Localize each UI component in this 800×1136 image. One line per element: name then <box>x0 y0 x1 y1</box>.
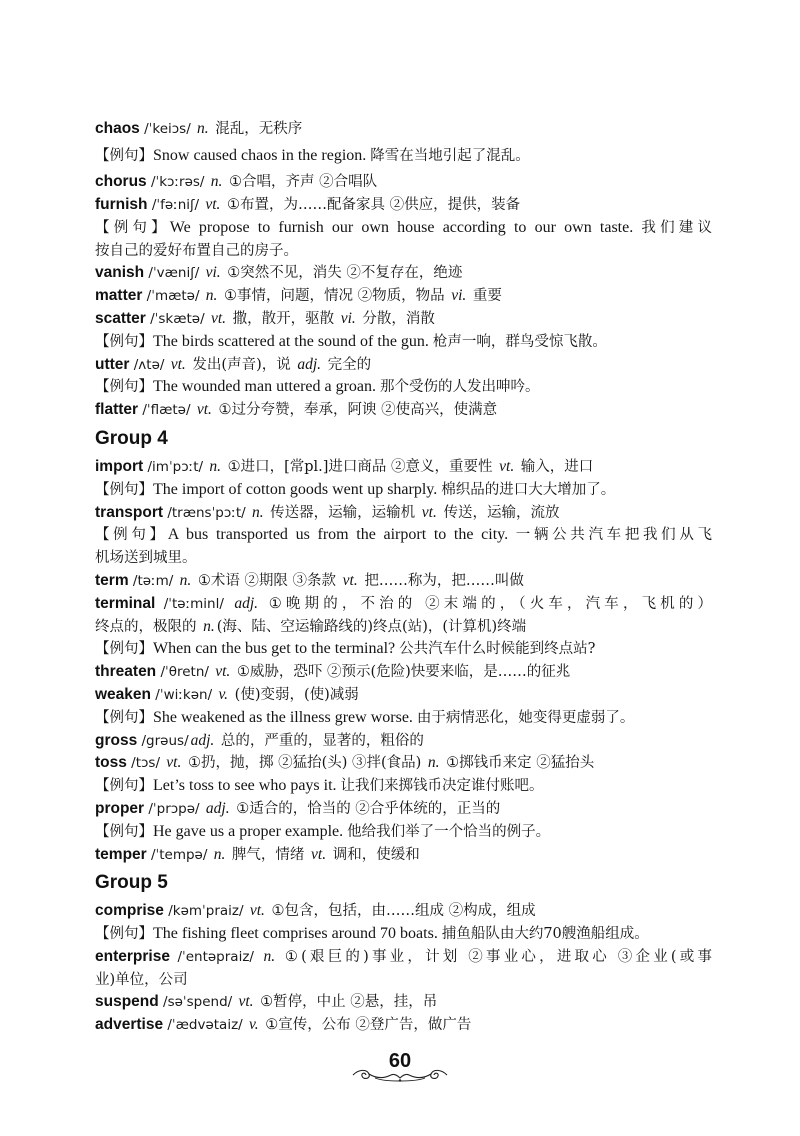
example-sentence: When can the bus get to the terminal? <box>153 640 400 658</box>
phonetic: /ˈentəpraiz/ <box>169 948 262 965</box>
phonetic: /kəmˈpraiz/ <box>163 903 248 920</box>
vocabulary-list <box>95 118 712 1037</box>
definition: (使)变弱，(使)减弱 <box>230 686 359 703</box>
entry-line <box>95 524 712 547</box>
part-of-speech: adj. <box>234 594 259 612</box>
definition: 混乱，无秩序 <box>210 120 303 137</box>
entry-line <box>95 730 712 753</box>
phonetic: /ˈprɔpə/ <box>144 800 204 817</box>
entry-line <box>95 570 712 593</box>
definition: 总的，严重的，显著的，粗俗的 <box>216 732 424 749</box>
headword: utter <box>95 355 130 373</box>
definition: 重要 <box>468 288 502 305</box>
example-block <box>95 775 712 798</box>
definition: (海、陆、空运输路线的)终点(站)，(计算机)终端 <box>216 618 527 635</box>
vocab-entry <box>95 262 712 285</box>
vocab-entry <box>95 661 712 684</box>
example-translation: 机场送到城里。 <box>95 550 197 567</box>
example-label: 【例句】 <box>95 481 153 498</box>
headword: suspend <box>95 993 159 1011</box>
entry-line <box>95 456 712 479</box>
headword: temper <box>95 845 147 863</box>
part-of-speech: adj. <box>205 799 230 817</box>
example-block <box>95 707 712 730</box>
headword: weaken <box>95 685 152 703</box>
example-translation: 我们建议 <box>641 219 713 236</box>
part-of-speech: vt. <box>238 993 254 1011</box>
vocab-entry <box>95 730 712 753</box>
part-of-speech: vt. <box>210 309 227 327</box>
example-sentence: A bus transported us from the airport to the city. <box>167 526 516 544</box>
part-of-speech: vi. <box>340 309 356 327</box>
example-label: 【例句】 <box>95 527 168 544</box>
vocab-entry <box>95 354 712 377</box>
vocab-entry <box>95 752 712 775</box>
example-translation: 枪声一响，群鸟受惊飞散。 <box>432 333 607 350</box>
entry-line <box>95 194 712 217</box>
entry-line <box>95 479 712 502</box>
example-translation: 让我们来掷钱币决定谁付账吧。 <box>340 778 544 795</box>
entry-line <box>95 217 712 240</box>
part-of-speech: n. <box>197 119 209 137</box>
definition: ①扔，抛，掷 ②猛抬(头) ③拌(食品) <box>183 755 426 772</box>
example-translation: 棉织品的进口大大增加了。 <box>441 481 616 498</box>
headword: enterprise <box>95 947 170 965</box>
part-of-speech: vi. <box>451 287 467 305</box>
vocab-entry <box>95 399 712 422</box>
entry-line <box>95 354 712 377</box>
example-block <box>95 479 712 502</box>
headword: vanish <box>95 264 145 282</box>
entry-line <box>95 547 712 570</box>
example-sentence: The import of cotton goods went up sharply. <box>153 480 442 498</box>
definition: 撒，散开，驱散 <box>228 310 339 327</box>
headword: term <box>95 571 129 589</box>
part-of-speech: vt. <box>342 571 358 589</box>
definition: ①适合的，恰当的 ②合乎体统的，正当的 <box>231 800 501 817</box>
part-of-speech: vt. <box>170 355 186 373</box>
definition: 传送器，运输，运输机 <box>265 504 420 521</box>
group-heading: Group 4 <box>95 427 168 449</box>
vocab-entry <box>95 991 712 1014</box>
example-label: 【例句】 <box>95 333 153 350</box>
entry-line <box>95 616 712 639</box>
phonetic: /ˈvæniʃ/ <box>144 265 204 282</box>
vocab-entry <box>95 194 712 217</box>
part-of-speech: vt. <box>205 195 221 213</box>
entry-line <box>95 707 712 730</box>
headword: flatter <box>95 401 139 419</box>
headword: toss <box>95 754 127 772</box>
part-of-speech: n. <box>213 845 226 863</box>
example-translation: 按自己的爱好布置自己的房子。 <box>95 242 298 259</box>
phonetic: /ˈkeiɔs/ <box>139 120 196 137</box>
phonetic: /ˈfəːniʃ/ <box>147 196 204 213</box>
part-of-speech: n. <box>205 287 218 305</box>
vocab-entry <box>95 798 712 821</box>
definition: 终点的，极限的 <box>95 618 202 635</box>
phonetic: /ˈθretn/ <box>156 664 214 681</box>
example-sentence: We propose to furnish our own house according to our own taste. <box>169 218 642 236</box>
example-block <box>95 331 712 354</box>
example-label: 【例句】 <box>95 379 153 396</box>
phonetic: /ʌtə/ <box>129 356 169 373</box>
vocab-entry <box>95 570 712 593</box>
part-of-speech: n. <box>251 503 264 521</box>
part-of-speech: vt. <box>311 845 327 863</box>
definition: ①暂停，中止 ②悬，挂，吊 <box>255 994 438 1011</box>
phonetic: /ˈkɔːrəs/ <box>146 174 209 191</box>
entry-line <box>95 593 712 616</box>
definition: 传送，运输，流放 <box>438 504 560 521</box>
part-of-speech: adj. <box>297 355 322 373</box>
example-translation: 捕鱼船队由大约70艘渔船组成。 <box>441 926 649 943</box>
example-block <box>95 145 712 168</box>
definition: ①术语 ②期限 ③条款 <box>193 572 341 589</box>
example-translation: 那个受伤的人发出呻吟。 <box>380 379 540 396</box>
example-block <box>95 217 712 263</box>
example-translation: 他给我们举了一个恰当的例子。 <box>347 823 551 840</box>
definition: 分散，消散 <box>357 310 435 327</box>
example-translation: 公共汽车什么时候能到终点站? <box>399 641 596 658</box>
part-of-speech: vt. <box>249 902 265 920</box>
entry-line <box>95 399 712 422</box>
definition: ①事情，问题，情况 ②物质，物品 <box>219 288 450 305</box>
entry-line <box>95 661 712 684</box>
vocab-entry <box>95 900 712 923</box>
entry-line <box>95 376 712 399</box>
headword: import <box>95 457 144 475</box>
headword: comprise <box>95 902 164 920</box>
definition: ①威胁，恐吓 ②预示(危险)快要来临，是……的征兆 <box>232 664 571 681</box>
entry-line <box>95 145 712 168</box>
entry-line <box>95 502 712 525</box>
part-of-speech: vt. <box>421 503 437 521</box>
vocab-entry <box>95 308 712 331</box>
entry-line <box>95 798 712 821</box>
part-of-speech: v. <box>249 1016 259 1034</box>
part-of-speech: n. <box>209 457 221 475</box>
definition: 发出(声音)，说 <box>187 356 296 373</box>
example-sentence: The fishing fleet comprises around 70 boats. <box>153 925 442 943</box>
example-block <box>95 376 712 399</box>
definition: 业)单位，公司 <box>95 971 188 988</box>
part-of-speech: v. <box>218 685 229 703</box>
phonetic: /ˈskætə/ <box>145 310 209 327</box>
definition: 脾气，情绪 <box>227 846 310 863</box>
entry-line <box>95 684 712 707</box>
example-sentence: Let’s toss to see who pays it. <box>153 777 341 795</box>
headword: gross <box>95 731 138 749</box>
entry-line <box>95 285 712 308</box>
phonetic: /ˈtempə/ <box>146 846 212 863</box>
headword: threaten <box>95 663 157 681</box>
entry-line <box>95 900 712 923</box>
definition: 输入，进口 <box>516 458 594 475</box>
headword: chorus <box>95 173 147 191</box>
example-label: 【例句】 <box>95 709 153 726</box>
entry-line <box>95 331 712 354</box>
entry-line <box>95 946 712 969</box>
example-label: 【例句】 <box>95 823 153 840</box>
part-of-speech: n. <box>179 571 192 589</box>
headword: proper <box>95 799 145 817</box>
part-of-speech: vt. <box>499 457 515 475</box>
group-heading: Group 5 <box>95 872 168 894</box>
part-of-speech: vt. <box>196 401 212 419</box>
phonetic: /ˈmætə/ <box>142 288 204 305</box>
example-block <box>95 638 712 661</box>
definition: 调和，使缓和 <box>328 846 420 863</box>
page-ornament <box>345 1065 455 1083</box>
headword: furnish <box>95 195 148 213</box>
definition: ①宣传，公布 ②登广告，做广告 <box>260 1017 472 1034</box>
vocab-entry <box>95 1014 712 1037</box>
part-of-speech: adj. <box>190 731 215 749</box>
vocab-entry <box>95 684 712 707</box>
phonetic: /ˈflætə/ <box>138 402 195 419</box>
example-block <box>95 524 712 570</box>
entry-line <box>95 969 712 992</box>
page-number: 60 <box>388 1050 412 1072</box>
headword: scatter <box>95 309 146 327</box>
definition: ①进口，[常pl.]进口商品 ②意义，重要性 <box>222 458 498 475</box>
example-sentence: The birds scattered at the sound of the gun. <box>153 332 433 350</box>
phonetic: /grəus/ <box>137 732 189 749</box>
part-of-speech: vt. <box>215 663 231 681</box>
entry-line <box>95 923 712 946</box>
phonetic: /ˈtəːminl/ <box>155 595 233 612</box>
headword: chaos <box>95 119 140 137</box>
entry-line <box>95 638 712 661</box>
definition: ①掷钱币来定 ②猛抬头 <box>441 755 595 772</box>
vocab-entry <box>95 456 712 479</box>
example-label: 【例句】 <box>95 778 153 795</box>
headword: transport <box>95 503 164 521</box>
example-label: 【例句】 <box>95 926 153 943</box>
vocab-entry <box>95 844 712 867</box>
part-of-speech: vi. <box>205 264 221 282</box>
phonetic: /təːm/ <box>128 572 178 589</box>
example-label: 【例句】 <box>95 641 153 658</box>
entry-line <box>95 1014 712 1037</box>
entry-line <box>95 171 712 194</box>
vocab-entry <box>95 171 712 194</box>
example-block <box>95 923 712 946</box>
definition: 完全的 <box>323 356 372 373</box>
entry-line <box>95 844 712 867</box>
example-translation: 一辆公共汽车把我们从飞 <box>515 527 713 544</box>
headword: terminal <box>95 594 156 612</box>
example-translation: 由于病情恶化，她变得更虚弱了。 <box>416 709 635 726</box>
headword: advertise <box>95 1016 164 1034</box>
example-translation: 降雪在当地引起了混乱。 <box>370 148 530 165</box>
definition: ①过分夸赞，奉承，阿谀 ②使高兴，使满意 <box>213 402 498 419</box>
entry-line <box>95 821 712 844</box>
entry-line <box>95 752 712 775</box>
example-sentence: She weakened as the illness grew worse. <box>153 708 417 726</box>
example-sentence: He gave us a proper example. <box>153 822 348 840</box>
part-of-speech: n. <box>427 754 440 772</box>
vocab-entry <box>95 118 712 141</box>
phonetic: /imˈpɔːt/ <box>143 458 208 475</box>
part-of-speech: n. <box>203 617 215 635</box>
entry-line <box>95 775 712 798</box>
entry-line <box>95 308 712 331</box>
definition: ①晚期的，不治的 ②末端的，（火车，汽车，飞机的） <box>260 595 712 612</box>
definition: ①(艰巨的)事业，计划 ②事业心，进取心 ③企业(或事 <box>277 948 712 965</box>
headword: matter <box>95 287 143 305</box>
part-of-speech: n. <box>263 947 276 965</box>
vocab-entry <box>95 593 712 639</box>
example-label: 【例句】 <box>95 219 170 236</box>
part-of-speech: vt. <box>166 754 182 772</box>
entry-line <box>95 118 712 141</box>
definition: ①合唱，齐声 ②合唱队 <box>224 174 378 191</box>
phonetic: /səˈspend/ <box>158 994 237 1011</box>
definition: ①布置，为……配备家具 ②供应，提供，装备 <box>222 196 521 213</box>
phonetic: /ˈædvətaiz/ <box>163 1017 247 1034</box>
definition: 把……称为，把……叫做 <box>359 572 524 589</box>
example-sentence: Snow caused chaos in the region. <box>153 147 371 165</box>
entry-line <box>95 240 712 263</box>
vocab-entry <box>95 285 712 308</box>
phonetic: /ˈwiːkən/ <box>151 686 217 703</box>
vocab-entry <box>95 502 712 525</box>
example-sentence: The wounded man uttered a groan. <box>153 378 381 396</box>
vocab-entry <box>95 946 712 992</box>
definition: ①突然不见，消失 ②不复存在，绝迹 <box>222 265 463 282</box>
entry-line <box>95 262 712 285</box>
part-of-speech: n. <box>210 173 223 191</box>
entry-line <box>95 991 712 1014</box>
definition: ①包含，包括，由……组成 ②构成，组成 <box>266 903 536 920</box>
phonetic: /trænsˈpɔːt/ <box>163 504 250 521</box>
example-block <box>95 821 712 844</box>
example-label: 【例句】 <box>95 148 153 165</box>
phonetic: /tɔs/ <box>126 755 165 772</box>
